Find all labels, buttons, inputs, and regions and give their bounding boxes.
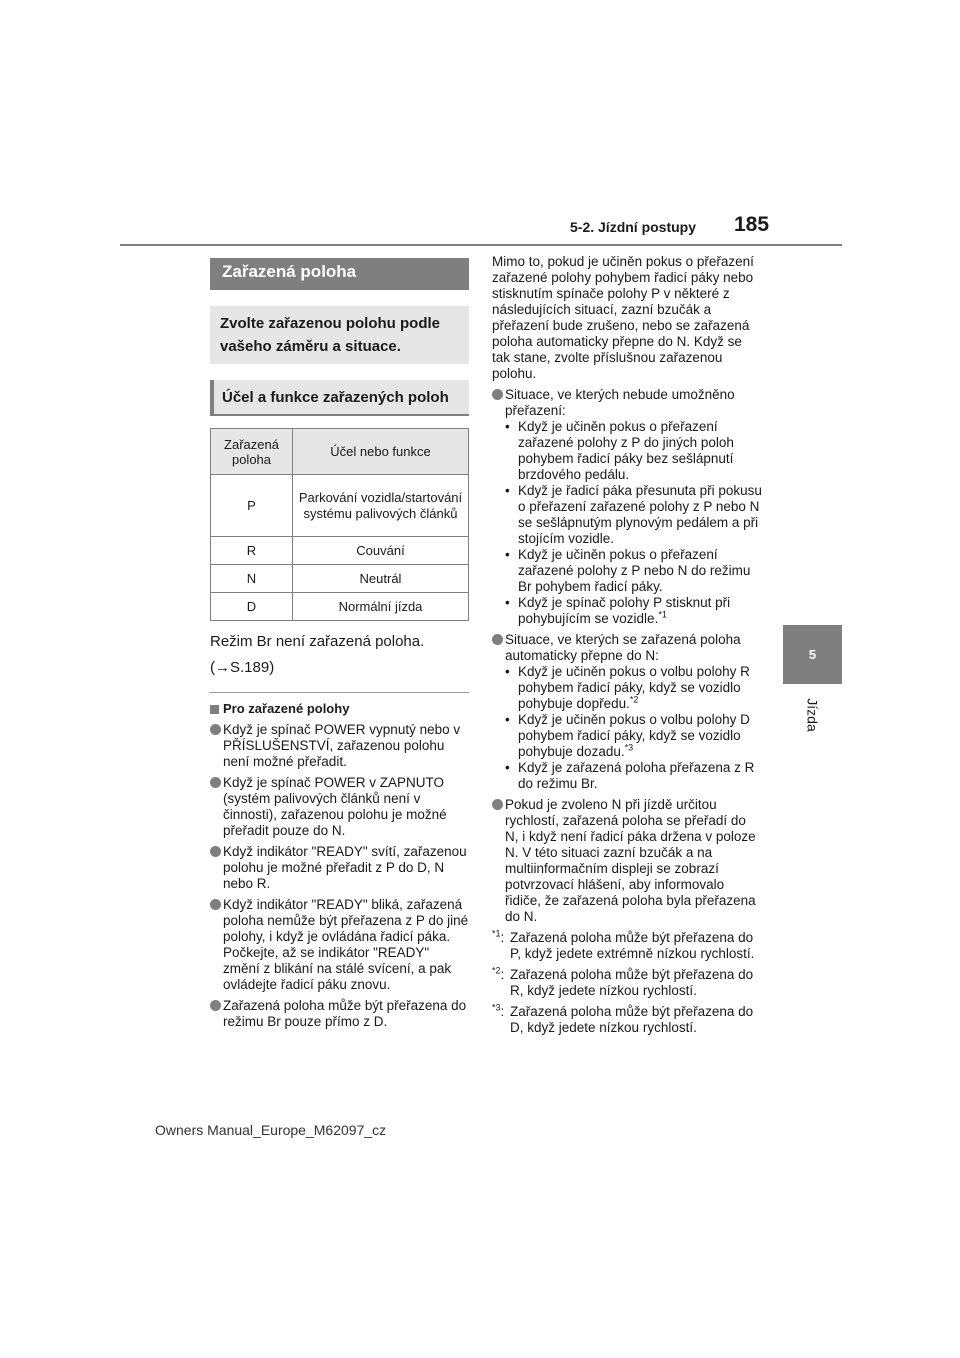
list-item bbox=[210, 897, 469, 993]
table-row bbox=[211, 593, 469, 621]
gear-position-table bbox=[210, 428, 469, 621]
sub-bullet-icon: • bbox=[505, 419, 510, 434]
list-item-text: Když je spínač POWER v ZAPNUTO (systém palivových článků není v činnosti), zařazenou polohu je možné přeřadit pouze do N. bbox=[223, 775, 447, 838]
chapter-label-container bbox=[790, 690, 835, 740]
right-column bbox=[492, 254, 762, 1036]
sub-list-item-text: Když je spínač polohy P stisknut při pohybujícím se vozidle.$^{*1}$ bbox=[518, 595, 731, 626]
footnote-mark: $^{*1}$: bbox=[492, 928, 505, 945]
round-bullet-icon bbox=[210, 724, 221, 735]
list-item-text: Situace, ve kterých nebude umožněno přeřazení: bbox=[505, 387, 735, 418]
document-footer: Owners Manual_Europe_M62097_cz bbox=[155, 1122, 387, 1138]
table-cell-function: Parkování vozidla/startování systému palivových článků bbox=[293, 475, 469, 537]
table-header-row bbox=[211, 429, 469, 475]
sub-list-item bbox=[505, 483, 762, 547]
footnote bbox=[492, 967, 762, 999]
chapter-number-tab bbox=[783, 625, 842, 684]
list-item-text: Když indikátor "READY" bliká, zařazená poloha nemůže být přeřazena z P do jiné polohy, i když je ovládána řadicí páka. Počkejte, až se indikátor "READY" změní z blikání na stálé svícení, a pak ovládejte řadicí páku znovu. bbox=[223, 897, 469, 992]
sub-list-item-text: Když je zařazená poloha přeřazena z R do režimu Br. bbox=[518, 760, 755, 791]
table-row bbox=[211, 475, 469, 537]
sub-list-item bbox=[505, 760, 762, 792]
list-item-text: Když indikátor "READY" svítí, zařazenou polohu je možné přeřadit z P do D, N nebo R. bbox=[223, 844, 467, 891]
sub-bullet-icon: • bbox=[505, 712, 510, 727]
page-cross-reference[interactable]: (→S.189) bbox=[210, 659, 275, 676]
left-column bbox=[210, 258, 469, 1030]
sub-list-item bbox=[505, 547, 762, 595]
sub-bullet-icon: • bbox=[505, 760, 510, 775]
list-item bbox=[492, 797, 762, 925]
round-bullet-icon bbox=[210, 1000, 221, 1011]
table-cell-function: Couvání bbox=[293, 537, 469, 565]
footnote-text: Zařazená poloha může být přeřazena do D, když jedete nízkou rychlostí. bbox=[510, 1004, 754, 1035]
round-bullet-icon bbox=[210, 777, 221, 788]
table-cell-function: Neutrál bbox=[293, 565, 469, 593]
list-item-text: Zařazená poloha může být přeřazena do režimu Br pouze přímo z D. bbox=[223, 998, 467, 1029]
round-bullet-icon bbox=[492, 799, 503, 810]
list-item-text: Pokud je zvoleno N při jízdě určitou rychlostí, zařazená poloha se přeřadí do N, i když není řadicí páka držena v poloze N. V této situaci zazní bzučák a na multiinformačním displeji se zobrazí potvrzovací hlášení, aby informovalo řidiče, že zařazená poloha byla přeřazena do N. bbox=[505, 797, 756, 924]
footnote bbox=[492, 930, 762, 962]
list-item-text: Když je spínač POWER vypnutý nebo v PŘÍSLUŠENSTVÍ, zařazenou polohu není možné přeřadit. bbox=[223, 722, 461, 769]
sub-bullet-icon: • bbox=[505, 595, 510, 610]
lead-text: Zvolte zařazenou polohu podle vašeho záměru a situace. bbox=[210, 306, 469, 364]
list-item-text: Situace, ve kterých se zařazená poloha automaticky přepne do N: bbox=[505, 632, 741, 663]
footnote-text: Zařazená poloha může být přeřazena do R, když jedete nízkou rychlostí. bbox=[510, 967, 754, 998]
sub-bullet-icon: • bbox=[505, 483, 510, 498]
table-header-function: Účel nebo funkce bbox=[293, 429, 469, 475]
list-item bbox=[210, 998, 469, 1030]
sub-bullet-icon: • bbox=[505, 547, 510, 562]
sub-section-title-text: Pro zařazené polohy bbox=[223, 701, 350, 716]
br-mode-note: Režim Br není zařazená poloha. bbox=[210, 633, 425, 650]
chapter-label: Jízda bbox=[804, 698, 821, 732]
footnote-mark: $^{*3}$: bbox=[492, 1002, 505, 1019]
list-item bbox=[210, 775, 469, 839]
sub-list-item bbox=[505, 595, 762, 627]
sub-list-item-text: Když je učiněn pokus o volbu polohy R pohybem řadicí páky, když se vozidlo pohybuje dopředu.$^{*2}$ bbox=[518, 664, 750, 711]
sub-section-title bbox=[210, 701, 469, 717]
section-heading: Zařazená poloha bbox=[210, 258, 469, 290]
list-item-content bbox=[505, 632, 762, 792]
list-item bbox=[492, 387, 762, 627]
section-reference: 5-2. Jízdní postupy bbox=[570, 219, 697, 235]
round-bullet-icon bbox=[492, 389, 503, 400]
footnote bbox=[492, 1004, 762, 1036]
subsection-heading: Účel a funkce zařazených poloh bbox=[210, 380, 469, 414]
footnote-mark: $^{*2}$: bbox=[492, 965, 505, 982]
table-row bbox=[211, 537, 469, 565]
footnote-text: Zařazená poloha může být přeřazena do P, když jedete extrémně nízkou rychlostí. bbox=[510, 930, 755, 961]
list-item bbox=[210, 722, 469, 770]
table-cell-position: N bbox=[211, 565, 293, 593]
chapter-number: 5 bbox=[808, 647, 817, 662]
sub-list-item-text: Když je řadicí páka přesunuta při pokusu o přeřazení zařazené polohy z P nebo N se sešlápnutým plynovým pedálem a při stojícím vozidle. bbox=[518, 483, 762, 546]
round-bullet-icon bbox=[492, 634, 503, 645]
sub-list-item-text: Když je učiněn pokus o přeřazení zařazené polohy z P do jiných poloh pohybem řadicí páky bez sešlápnutí brzdového pedálu. bbox=[518, 419, 734, 482]
header-rule bbox=[120, 244, 842, 246]
table-cell-position: R bbox=[211, 537, 293, 565]
list-item bbox=[210, 844, 469, 892]
section-separator bbox=[210, 692, 469, 693]
sub-list-item-text: Když je učiněn pokus o volbu polohy D pohybem řadicí páky, když se vozidlo pohybuje dozadu.$^{*3}$ bbox=[518, 712, 750, 759]
sub-list-item bbox=[505, 712, 762, 760]
table-cell-position: D bbox=[211, 593, 293, 621]
table-cell-position: P bbox=[211, 475, 293, 537]
table-header-position: Zařazená poloha bbox=[211, 429, 293, 475]
intro-paragraph: Mimo to, pokud je učiněn pokus o přeřazení zařazené polohy pohybem řadicí páky nebo stisknutím spínače polohy P v některé z následujících situací, zazní bzučák a přeřazení bude zrušeno, nebo se zařazená poloha automaticky přepne do N. Když se tak stane, zvolte příslušnou zařazenou polohu. bbox=[492, 254, 754, 381]
sub-list-item bbox=[505, 419, 762, 483]
sub-list-item bbox=[505, 664, 762, 712]
square-bullet-icon bbox=[210, 705, 219, 714]
list-item bbox=[492, 632, 762, 792]
table-cell-function: Normální jízda bbox=[293, 593, 469, 621]
round-bullet-icon bbox=[210, 899, 221, 910]
list-item-content bbox=[505, 387, 762, 627]
sub-list-item-text: Když je učiněn pokus o přeřazení zařazené polohy z P nebo N do režimu Br pohybem řadicí páky. bbox=[518, 547, 751, 594]
round-bullet-icon bbox=[210, 846, 221, 857]
sub-bullet-icon: • bbox=[505, 664, 510, 679]
subsection-rule bbox=[210, 414, 469, 416]
page-number: 185 bbox=[734, 213, 770, 236]
table-row bbox=[211, 565, 469, 593]
